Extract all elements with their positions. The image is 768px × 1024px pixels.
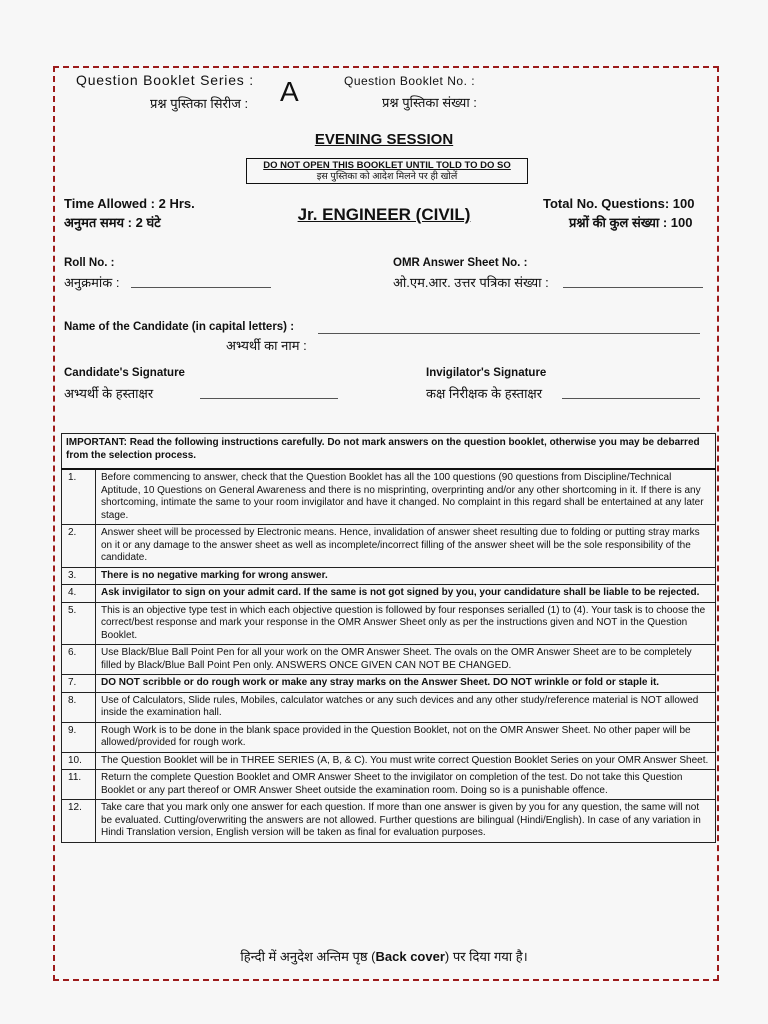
- instruction-number: 8.: [62, 692, 96, 722]
- instruction-text: Before commencing to answer, check that the Question Booklet has all the 100 questions (90 questions from Discipline/Technical Aptitude, 10 Questions on General Awareness and there is no misprinting, overprinting and/or any other shortcoming in it. If there is any shortcoming, intimate the same to your room invigilator and have it changed. No complaint in this regard shall be entertained at any later stage.: [96, 469, 716, 525]
- instruction-text: DO NOT scribble or do rough work or make any stray marks on the Answer Sheet. DO NOT wrinkle or fold or staple it.: [96, 675, 716, 693]
- instruction-number: 2.: [62, 525, 96, 568]
- series-label-hi: प्रश्न पुस्तिका सिरीज :: [150, 96, 249, 111]
- roll-label-hi: अनुक्रमांक :: [64, 275, 120, 290]
- roll-number-field[interactable]: [131, 275, 271, 288]
- important-row: [62, 434, 716, 470]
- instruction-text: Take care that you mark only one answer for each question. If more than one answer is given by you for any question, the same will not be evaluated. Cutting/overwriting the answers are not allowed. Further questions are bilingual (Hindi/English). In case of any variation in Hindi Translation version, English version will be taken as final for evaluation purposes.: [96, 800, 716, 843]
- instruction-text: The Question Booklet will be in THREE SERIES (A, B, & C). You must write correct Question Booklet Series on your OMR Answer Sheet.: [96, 752, 716, 770]
- instruction-row: [62, 525, 716, 568]
- instruction-row: [62, 722, 716, 752]
- back-cover-note: [0, 947, 768, 965]
- instruction-number: 7.: [62, 675, 96, 693]
- do-not-open-en: DO NOT OPEN THIS BOOKLET UNTIL TOLD TO DO SO: [263, 160, 511, 171]
- booklet-no-label-hi: प्रश्न पुस्तिका संख्या :: [382, 95, 477, 110]
- back-cover-note-en: Back cover: [375, 949, 445, 964]
- instruction-row: [62, 800, 716, 843]
- candidate-signature-label-en: Candidate's Signature: [64, 367, 185, 379]
- instruction-row: [62, 469, 716, 525]
- back-cover-note-post: ) पर दिया गया है।: [444, 949, 528, 964]
- instruction-row: [62, 567, 716, 585]
- invigilator-signature-label-hi: कक्ष निरीक्षक के हस्ताक्षर: [426, 386, 543, 401]
- instruction-number: 12.: [62, 800, 96, 843]
- instruction-number: 4.: [62, 585, 96, 603]
- series-value: A: [280, 76, 299, 107]
- invigilator-signature-label-en: Invigilator's Signature: [426, 367, 547, 379]
- omr-number-field[interactable]: [563, 275, 703, 288]
- roll-label-en: Roll No. :: [64, 257, 115, 269]
- instruction-text: Return the complete Question Booklet and OMR Answer Sheet to the invigilator on completion of the test. Do not take this Question Booklet or any part thereof or OMR Answer Sheet outside the examination room. Doing so is a punishable offence.: [96, 770, 716, 800]
- instruction-number: 6.: [62, 645, 96, 675]
- instruction-text: There is no negative marking for wrong answer.: [96, 567, 716, 585]
- instruction-row: [62, 770, 716, 800]
- exam-title: Jr. ENGINEER (CIVIL): [297, 205, 471, 224]
- instruction-number: 5.: [62, 602, 96, 645]
- instruction-row: [62, 675, 716, 693]
- important-text: IMPORTANT: Read the following instructions carefully. Do not mark answers on the question booklet, otherwise you may be debarred from the selection process.: [62, 434, 716, 470]
- omr-label-hi: ओ.एम.आर. उत्तर पत्रिका संख्या :: [393, 275, 549, 290]
- instruction-text: Use Black/Blue Ball Point Pen for all your work on the OMR Answer Sheet. The ovals on the OMR Answer Sheet are to be completely filled by Black/Blue Ball Point Pen only. ANSWERS ONCE GIVEN CAN NOT BE CHANGED.: [96, 645, 716, 675]
- instructions-table: [61, 433, 716, 843]
- instruction-row: [62, 602, 716, 645]
- booklet-no-label-en: Question Booklet No. :: [344, 74, 476, 88]
- instruction-row: [62, 585, 716, 603]
- instruction-number: 9.: [62, 722, 96, 752]
- instruction-number: 3.: [62, 567, 96, 585]
- instruction-number: 10.: [62, 752, 96, 770]
- instruction-text: This is an objective type test in which each objective question is followed by four responses serialled (1) to (4). Your task is to choose the correct/best response and mark your response in the OMR Answer Sheet only as per the instructions given and NOT in the Question Booklet.: [96, 602, 716, 645]
- instruction-row: [62, 645, 716, 675]
- instruction-row: [62, 692, 716, 722]
- candidate-signature-field[interactable]: [200, 386, 338, 399]
- name-label-hi: अभ्यर्थी का नाम :: [226, 338, 307, 353]
- instruction-number: 1.: [62, 469, 96, 525]
- candidate-name-field[interactable]: [318, 321, 700, 334]
- instruction-text: Rough Work is to be done in the blank space provided in the Question Booklet, not on the OMR Answer Sheet. No other paper will be allowed/provided for rough work.: [96, 722, 716, 752]
- name-label-en: Name of the Candidate (in capital letters) :: [64, 321, 295, 333]
- instruction-text: Ask invigilator to sign on your admit card. If the same is not got signed by you, your candidature shall be liable to be rejected.: [96, 585, 716, 603]
- back-cover-note-pre: हिन्दी में अनुदेश अन्तिम पृष्ठ (: [240, 949, 376, 964]
- total-questions-en: Total No. Questions: 100: [543, 196, 695, 211]
- do-not-open-hi: इस पुस्तिका को आदेश मिलने पर ही खोलें: [316, 171, 458, 182]
- time-allowed-en: Time Allowed : 2 Hrs.: [64, 196, 195, 211]
- total-questions-hi: प्रश्नों की कुल संख्या : 100: [569, 215, 693, 230]
- instruction-row: [62, 752, 716, 770]
- candidate-signature-label-hi: अभ्यर्थी के हस्ताक्षर: [64, 386, 154, 401]
- omr-label-en: OMR Answer Sheet No. :: [393, 257, 528, 269]
- instruction-text: Answer sheet will be processed by Electronic means. Hence, invalidation of answer sheet resulting due to folding or putting stray marks on it or any damage to the answer sheet as well as incomplete/incorrect filling of the answer sheet will be the sole responsibility of the candidate.: [96, 525, 716, 568]
- do-not-open-box: [246, 158, 528, 184]
- series-label-en: Question Booklet Series :: [76, 72, 254, 88]
- instruction-number: 11.: [62, 770, 96, 800]
- session-title: EVENING SESSION: [314, 131, 454, 148]
- time-allowed-hi: अनुमत समय : 2 घंटे: [64, 215, 161, 230]
- invigilator-signature-field[interactable]: [562, 386, 700, 399]
- instruction-text: Use of Calculators, Slide rules, Mobiles, calculator watches or any such devices and any other study/reference material is NOT allowed inside the examination hall.: [96, 692, 716, 722]
